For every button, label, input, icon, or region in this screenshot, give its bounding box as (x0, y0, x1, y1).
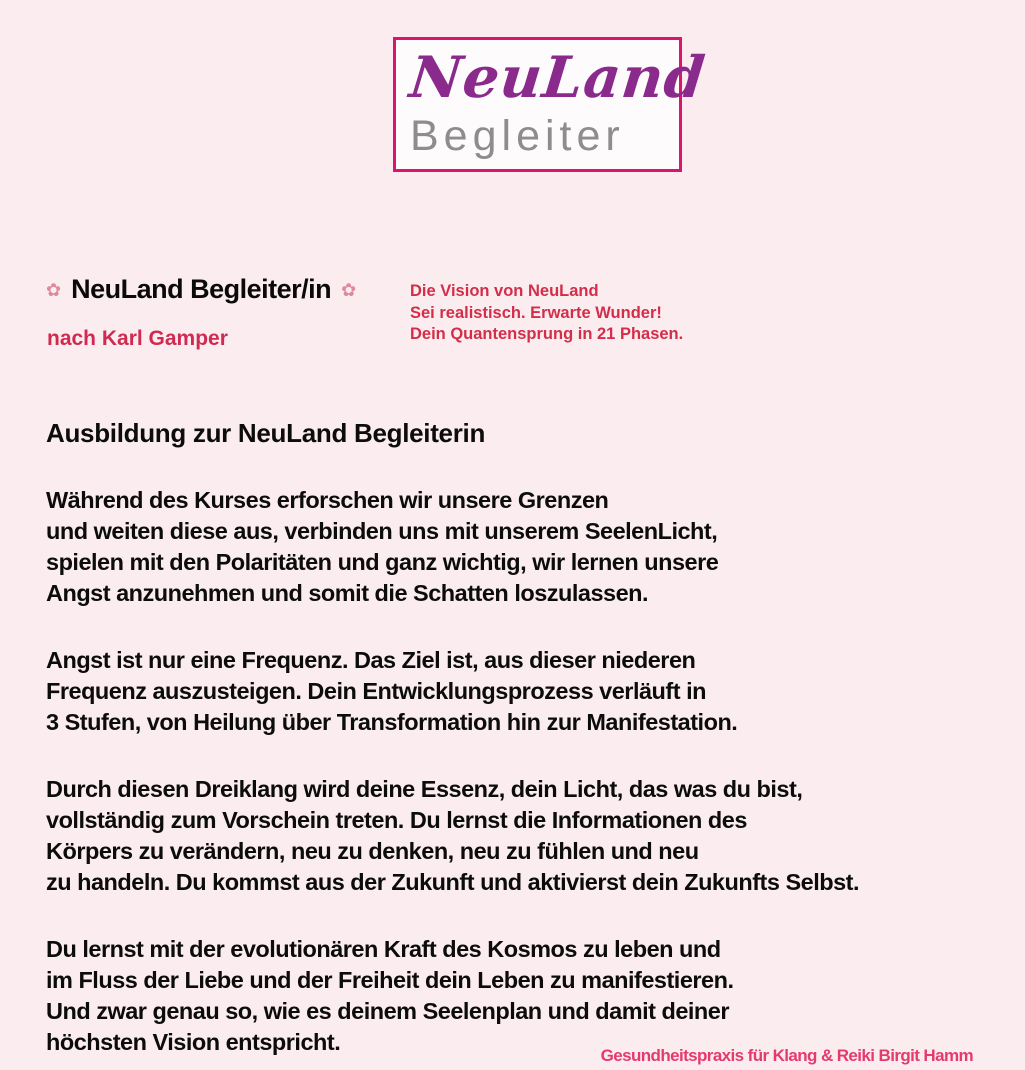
paragraph-3 (46, 774, 859, 898)
text-line: Angst ist nur eine Frequenz. Das Ziel ist, aus dieser niederen (46, 647, 696, 673)
footer-practice-name: Gesundheitspraxis für Klang & Reiki Birgit Hamm (600, 1046, 973, 1065)
logo-sub-text: Begleiter (410, 111, 625, 160)
vision-line: Sei realistisch. Erwarte Wunder! (410, 303, 662, 322)
flower-icon: ✿ (341, 279, 357, 300)
paragraph-4 (46, 934, 859, 1058)
text-line: Durch diesen Dreiklang wird deine Essenz, dein Licht, das was du bist, (46, 776, 803, 802)
logo-script-text: NeuLand (406, 43, 709, 111)
text-line: Während des Kurses erforschen wir unsere Grenzen (46, 487, 609, 513)
text-line: Körpers zu verändern, neu zu denken, neu zu fühlen und neu (46, 838, 699, 864)
text-line: Du lernst mit der evolutionären Kraft des Kosmos zu leben und (46, 936, 721, 962)
neuland-logo (393, 37, 709, 172)
content-heading: Ausbildung zur NeuLand Begleiterin (46, 418, 486, 448)
text-line: und weiten diese aus, verbinden uns mit unserem SeelenLicht, (46, 518, 718, 544)
text-line: Angst anzunehmen und somit die Schatten loszulassen. (46, 580, 649, 606)
vision-line: Die Vision von NeuLand (410, 282, 599, 300)
text-line: Frequenz auszusteigen. Dein Entwicklungsprozess verläuft in (46, 678, 706, 704)
page-title: NeuLand Begleiter/in (71, 274, 332, 304)
text-line: im Fluss der Liebe und der Freiheit dein Leben zu manifestieren. (46, 967, 734, 993)
paragraph-2 (46, 645, 859, 738)
vision-line: Dein Quantensprung in 21 Phasen. (410, 325, 684, 343)
text-line: zu handeln. Du kommst aus der Zukunft und aktivierst dein Zukunfts Selbst. (46, 869, 860, 895)
text-line: 3 Stufen, von Heilung über Transformation hin zur Manifestation. (46, 709, 738, 735)
text-line: spielen mit den Polaritäten und ganz wichtig, wir lernen unsere (46, 549, 719, 575)
text-line: höchsten Vision entspricht. (46, 1029, 341, 1055)
paragraph-1 (46, 485, 859, 609)
subtitle-author: nach Karl Gamper (47, 327, 228, 350)
vision-block (410, 281, 683, 346)
text-line: vollständig zum Vorschein treten. Du lernst die Informationen des (46, 807, 747, 833)
text-line: Und zwar genau so, wie es deinem Seelenplan und damit deiner (46, 998, 729, 1024)
flower-icon: ✿ (46, 279, 62, 300)
main-content (46, 418, 859, 1070)
page-heading-row (46, 274, 356, 305)
